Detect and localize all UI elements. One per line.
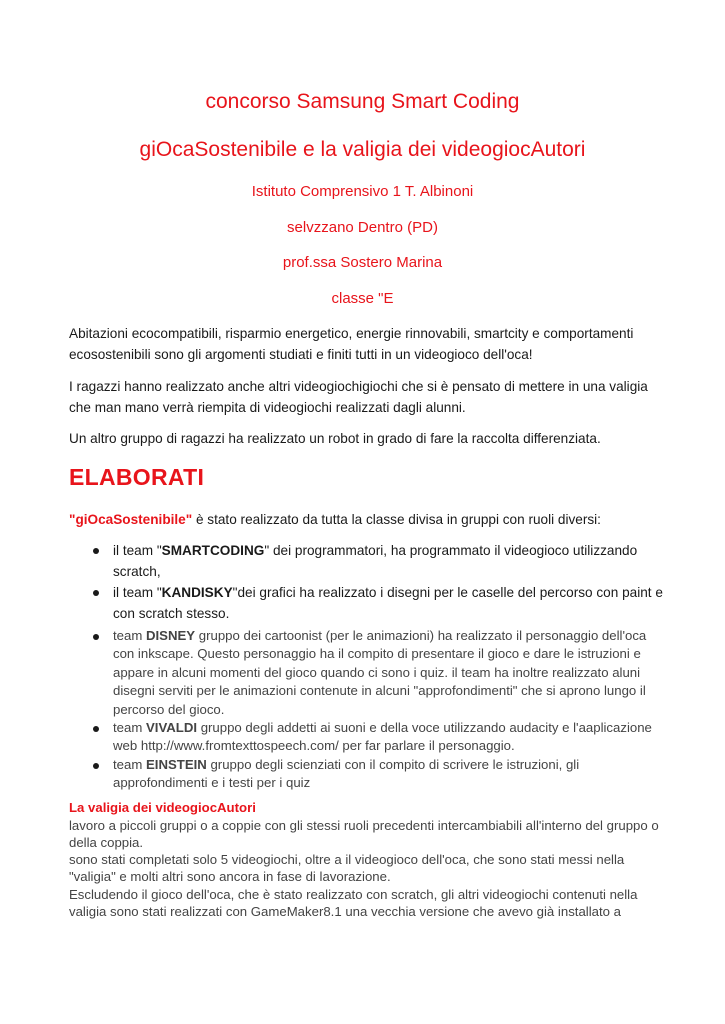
- team-name: DISNEY: [145, 628, 196, 643]
- bullet-icon: [93, 548, 99, 554]
- list-item: team EINSTEIN gruppo degli scienziati con il compito di scrivere le istruzioni, gli approfondimenti e i testi per i quiz: [93, 756, 663, 793]
- intro-paragraph-3: Un altro gruppo di ragazzi ha realizzato un robot in grado di fare la raccolta differenziata.: [69, 431, 601, 446]
- bullet-icon: [93, 634, 99, 640]
- title-project: giOcaSostenibile e la valigia dei videogiocAutori: [139, 138, 586, 161]
- team-name: VIVALDI: [145, 720, 198, 736]
- elaborati-lead-text: è stato realizzato da tutta la classe divisa in gruppi con ruoli diversi:: [192, 512, 601, 527]
- class-name: classe "E: [331, 290, 394, 307]
- section-heading-valigia: La valigia dei videogiocAutori: [69, 800, 256, 815]
- list-item: team DISNEY gruppo dei cartoonist (per le animazioni) ha realizzato il personaggio dell'oca con inkscape. Questo personaggio ha il compito di presentare il gioco e dare le istruzioni e appare in alcuni momenti del gioco quando ci sono i quiz. il team ha inoltre realizzato aluni disegni serviti per le animazioni contenute in alcuni "approfondimenti" che si aprono lungo il percorso del gioco.: [93, 627, 663, 719]
- intro-paragraph-2: I ragazzi hanno realizzato anche altri videogiochigiochi che si è pensato di mettere in una valigia che man mano verrà riempita di videogiochi realizzati dagli alunni.: [69, 379, 648, 415]
- team-list-secondary: [93, 627, 663, 793]
- list-item: il team "SMARTCODING" dei programmatori, ha programmato il videogioco utilizzando scratch,: [93, 540, 663, 582]
- valigia-paragraph-2: sono stati completati solo 5 videogiochi, oltre a il videogioco dell'oca, che sono stati messi nella "valigia" e molti altri sono ancora in fase di lavorazione.: [69, 852, 625, 885]
- team-name: EINSTEIN: [145, 756, 207, 772]
- school-name: Istituto Comprensivo 1 T. Albinoni: [251, 183, 474, 200]
- intro-paragraph-1: Abitazioni ecocompatibili, risparmio energetico, energie rinnovabili, smartcity e comportamenti ecosostenibili sono gli argomenti studiati e finiti tutti in un videogioco dell'oca!: [69, 326, 634, 362]
- elaborati-lead: [69, 509, 669, 530]
- bullet-icon: [93, 763, 99, 769]
- team-name: KANDISKY: [161, 585, 233, 600]
- section-heading-elaborati: ELABORATI: [69, 464, 205, 490]
- school-city: selvzzano Dentro (PD): [287, 219, 438, 236]
- valigia-paragraph-3: Escludendo il gioco dell'oca, che è stato realizzato con scratch, gli altri videogiochi contenuti nella valigia sono stati realizzati con GameMaker8.1 una vecchia versione che avevo già installato a: [69, 887, 638, 920]
- team-name: SMARTCODING: [161, 543, 265, 558]
- team-list-main: [93, 540, 663, 624]
- valigia-paragraph-1: lavoro a piccoli gruppi o a coppie con gli stessi ruoli precedenti intercambiabili all'interno del gruppo o della coppia.: [69, 818, 659, 851]
- list-item: il team "KANDISKY"dei grafici ha realizzato i disegni per le caselle del percorso con paint e con scratch stesso.: [93, 582, 663, 624]
- list-item: team VIVALDI gruppo degli addetti ai suoni e della voce utilizzando audacity e l'aaplicazione web http://www.fromtexttospeech.com/ per far parlare il personaggio.: [93, 719, 663, 756]
- bullet-icon: [93, 590, 99, 596]
- title-contest: concorso Samsung Smart Coding: [205, 90, 520, 113]
- project-name: "giOcaSostenibile": [69, 512, 193, 527]
- bullet-icon: [93, 726, 99, 732]
- teacher-name: prof.ssa Sostero Marina: [282, 254, 443, 271]
